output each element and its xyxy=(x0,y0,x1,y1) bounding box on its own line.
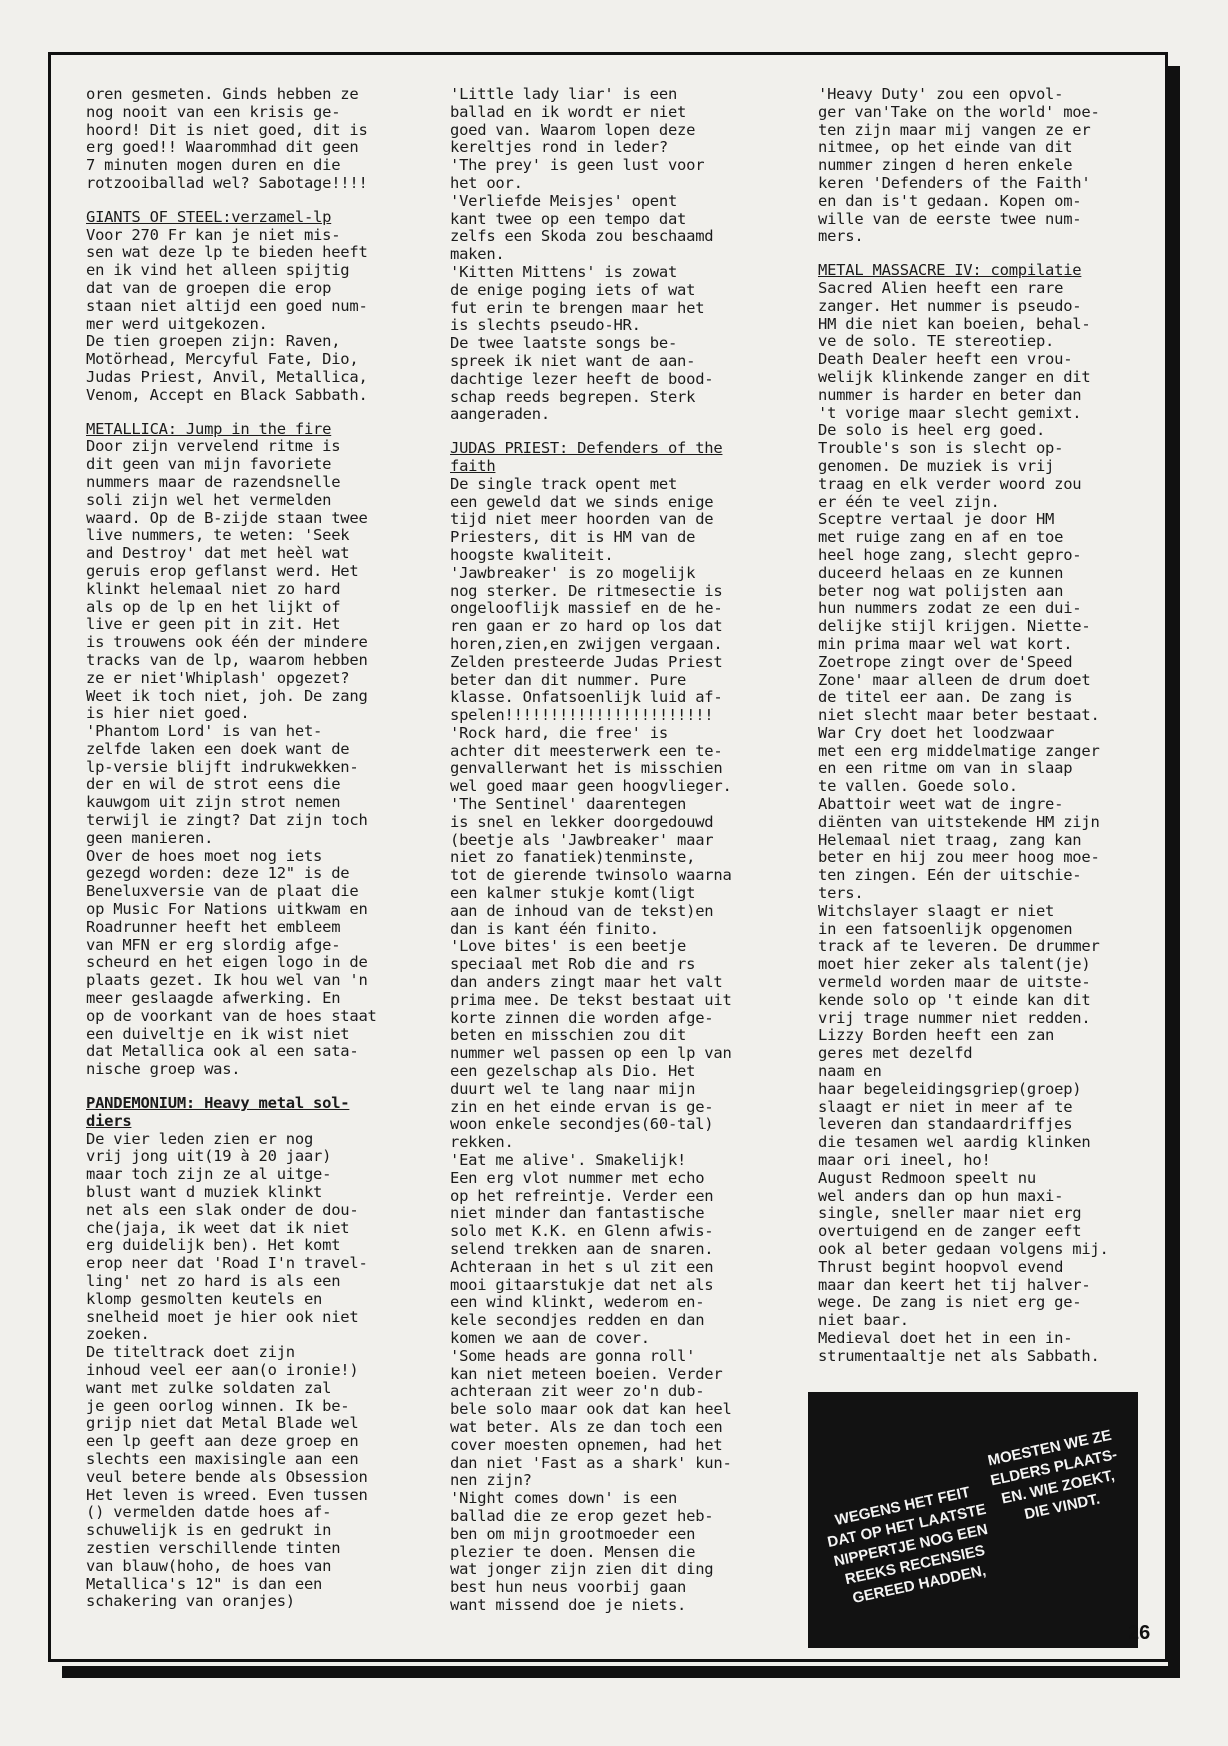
review-body-metallica: Door zijn vervelend ritme is dit geen van mijn favoriete nummers maar de razendsnelle soli zijn wel het vermelden waard. Op de B-zijde staan twee live nummers, te weten: 'Seek and Destroy' dat met heèl wat geruis erop geflanst werd. Het klinkt helemaal niet zo hard als op de lp en het lijkt of live er geen pit in zit. Het is trouwens ook één der mindere tracks van de lp, waarom hebben ze er niet'Whiplash' opgezet? Weet ik toch niet, joh. De zang is hier niet goed. 'Phantom Lord' is van het- zelfde laken een doek want de lp-versie blijft indrukwekken- der en wil de strot eens die kauwgom uit zijn strot nemen terwijl ie zingt? Dat zijn toch geen manieren. Over de hoes moet nog iets gezegd worden: deze 12" is de Beneluxversie van de plaat die op Music For Nations uitkwam en Roadrunner heeft het embleem van MFN er erg slordig afge- scheurd en het eigen logo in de plaats gezet. Ik hou wel van 'n meer geslaagde afwerking. En op de voorkant van de hoes staat een duiveltje en ik wist niet dat Metallica ook al een sata- nische groep was. xyxy=(86,437,377,1079)
notice-text-right: MOESTEN WE ZE ELDERS PLAATS- EN. WIE ZOEKT, DIE VINDT. xyxy=(986,1426,1119,1524)
review-body-judas-priest: De single track opent met een geweld dat we sinds enige tijd niet meer hoorden van de Priesters, dit is HM van de hoogste kwaliteit. 'Jawbreaker' is zo mogelijk nog sterker. De ritmesectie is ongelooflijk massief en de he- ren gaan er zo hard op los dat horen,zien,en zwijgen vergaan. Zelden presteerde Judas Priest beter dan dit nummer. Pure klasse. Onfatsoenlijk luid af- spelen!!!!!!!!!!!!!!!!!!!!!!! 'Rock hard, die free' is achter dit meesterwerk een te- genvallerwant het is misschien wel goed maar geen hoogvlieger. 'The Sentinel' daarentegen is snel en lekker doorgedouwd (beetje als 'Jawbreaker' maar niet zo fanatiek)tenminste, tot de gierende twinsolo waarna een kalmer stukje komt(ligt aan de inhoud van de tekst)en dan is kant één finito. 'Love bites' is een beetje speciaal met Rob die and rs dan anders zingt maar het valt prima mee. De tekst bestaat uit korte zinnen die worden afge- beten en misschien zou dit nummer wel passen op een lp van een gezelschap als Dio. Het duurt wel te lang naar mijn zin en het einde ervan is ge- woon enkele secondjes(60-tal) rekken. 'Eat me alive'. Smakelijk! Een erg vlot nummer met echo op het refreintje. Verder een niet minder dan fantastische solo met K.K. en Glenn afwis- selend trekken aan de snaren. Achteraan in het s ul zit een mooi gitaarstukje dat net als een wind klinkt, wederom en- kele secondjes redden en dan komen we aan de cover. 'Some heads are gonna roll' kan niet meteen boeien. Verder achteraan zit weer zo'n dub- bele solo maar ook dat kan heel wat beter. Als ze dan toch een cover moesten opnemen, had het dan niet 'Fast as a shark' kun- nen zijn? 'Night comes down' is een ballad die ze erop gezet heb- ben om mijn grootmoeder een plezier te doen. Mensen die wat jonger zijn zien dit ding best hun neus voorbij gaan want missend doe je niets. xyxy=(450,474,732,1614)
column-right xyxy=(818,86,1142,1366)
review-heading-metal-massacre: METAL MASSACRE IV: compilatie xyxy=(818,261,1082,280)
page-border-shadow-right xyxy=(1168,66,1180,1678)
page-border-shadow-bottom xyxy=(62,1666,1168,1678)
review-heading-judas-priest: JUDAS PRIEST: Defenders of the faith xyxy=(450,439,723,475)
review-body-metal-massacre: Sacred Alien heeft een rare zanger. Het nummer is pseudo- HM die niet kan boeien, behal- ve de solo. TE stereotiep. Death Dealer heeft een vrou- welijk klinkende zanger en dit nummer is harder en beter dan 't vorige maar slecht gemixt. De solo is heel erg goed. Trouble's son is slecht op- genomen. De muziek is vrij traag en elk verder woord zou er één te veel zijn. Sceptre vertaal je door HM met ruige zang en af en toe heel hoge zang, slecht gepro- duceerd helaas en ze kunnen beter nog wat polijsten aan hun nummers zodat ze een dui- delijke stijl krijgen. Niette- min prima maar wel wat kort. Zoetrope zingt over de'Speed Zone' maar alleen de drum doet de titel eer aan. De zang is niet slecht maar beter bestaat. War Cry doet het loodzwaar met een erg middelmatige zanger en een ritme om van in slaap te vallen. Goede solo. Abattoir weet wat de ingre- diënten van uitstekende HM zijn Helemaal niet traag, zang kan beter en hij zou meer hoog moe- ten zingen. Eén der uitschie- ters. Witchslayer slaagt er niet in een fatsoenlijk opgenomen track af te leveren. De drummer moet hier zeker als talent(je) vermeld worden maar de uitste- kende solo op 't einde kan dit vrij trage nummer niet redden. Lizzy Borden heeft een zan geres met dezelfd naam en haar begeleidingsgriep(groep) slaagt er niet in meer af te leveren dan standaardriffjes die tesamen wel aardig klinken maar ori ineel, ho! August Redmoon speelt nu wel anders dan op hun maxi- single, sneller maar niet erg overtuigend en de zanger eeft ook al beter gedaan volgens mij. Thrust begint hoopvol evend maar dan keert het tij halver- wege. De zang is niet erg ge- niet baar. Medieval doet het in een in- strumentaaltje net als Sabbath. xyxy=(818,278,1109,1365)
review-continuation-text: 'Little lady liar' is een ballad en ik wordt er niet goed van. Waarom lopen deze kereltjes rond in leder? 'The prey' is geen lust voor het oor. 'Verliefde Meisjes' opent kant twee op een tempo dat zelfs een Skoda zou beschaamd maken. 'Kitten Mittens' is zowat de enige poging iets of wat fut erin te brengen maar het is slechts pseudo-HR. De twee laatste songs be- spreek ik niet want de aan- dachtige lezer heeft de bood- schap reeds begrepen. Sterk aangeraden. xyxy=(450,85,714,424)
review-heading-metallica: METALLICA: Jump in the fire xyxy=(86,419,332,438)
review-body-giants-of-steel: Voor 270 Fr kan je niet mis- sen wat deze lp te bieden heeft en ik vind het alleen spijtig dat van de groepen die erop staan niet altijd een goed num- mer werd uitgekozen. De tien groepen zijn: Raven, Motörhead, Mercyful Fate, Dio, Judas Priest, Anvil, Metallica, Venom, Accept en Black Sabbath. xyxy=(86,225,368,404)
review-continuation-text: 'Heavy Duty' zou een opvol- ger van'Take on the world' moe- ten zijn maar mij vangen ze er nitmee, op het einde van dit nummer zingen d heren enkele keren 'Defenders of the Faith' en dan is't gedaan. Kopen om- wille van de eerste twee num- mers. xyxy=(818,85,1100,246)
review-continuation-text: oren gesmeten. Ginds hebben ze nog nooit van een krisis ge- hoord! Dit is niet goed, dit is erg goed!! Waarommhad dit geen 7 minuten mogen duren en die rotzooiballad wel? Sabotage!!!! xyxy=(86,85,368,192)
review-heading-pandemonium: PANDEMONIUM: Heavy metal sol- diers xyxy=(86,1094,350,1130)
editorial-notice-box xyxy=(808,1392,1138,1648)
page-number: 26 xyxy=(1128,1622,1151,1644)
review-heading-giants-of-steel: GIANTS OF STEEL:verzamel-lp xyxy=(86,207,332,226)
notice-text-left: WEGENS HET FEIT DAT OP HET LAATSTE NIPPERTJE NOG EEN REEKS RECENSIES GEREED HADDEN, xyxy=(825,1483,990,1608)
review-body-pandemonium: De vier leden zien er nog vrij jong uit(19 à 20 jaar) maar toch zijn ze al uitge- blust want d muziek klinkt net als een slak onder de dou- che(jaja, ik weet dat ik niet erg duidelijk ben). Het komt erop neer dat 'Road I'n travel- ling' net zo hard is als een klomp gesmolten keutels en snelheid moet je hier ook niet zoeken. De titeltrack doet zijn inhoud veel eer aan(o ironie!) want met zulke soldaten zal je geen oorlog winnen. Ik be- grijp niet dat Metal Blade wel een lp geeft aan deze groep en slechts een maxisingle aan een veul betere bende als Obsession Het leven is wreed. Even tussen () vermelden datde hoes af- schuwelijk is en gedrukt in zestien verschillende tinten van blauw(hoho, de hoes van Metallica's 12" is dan een schakering van oranjes) xyxy=(86,1129,368,1611)
column-left xyxy=(86,86,418,1611)
column-middle xyxy=(450,86,776,1615)
